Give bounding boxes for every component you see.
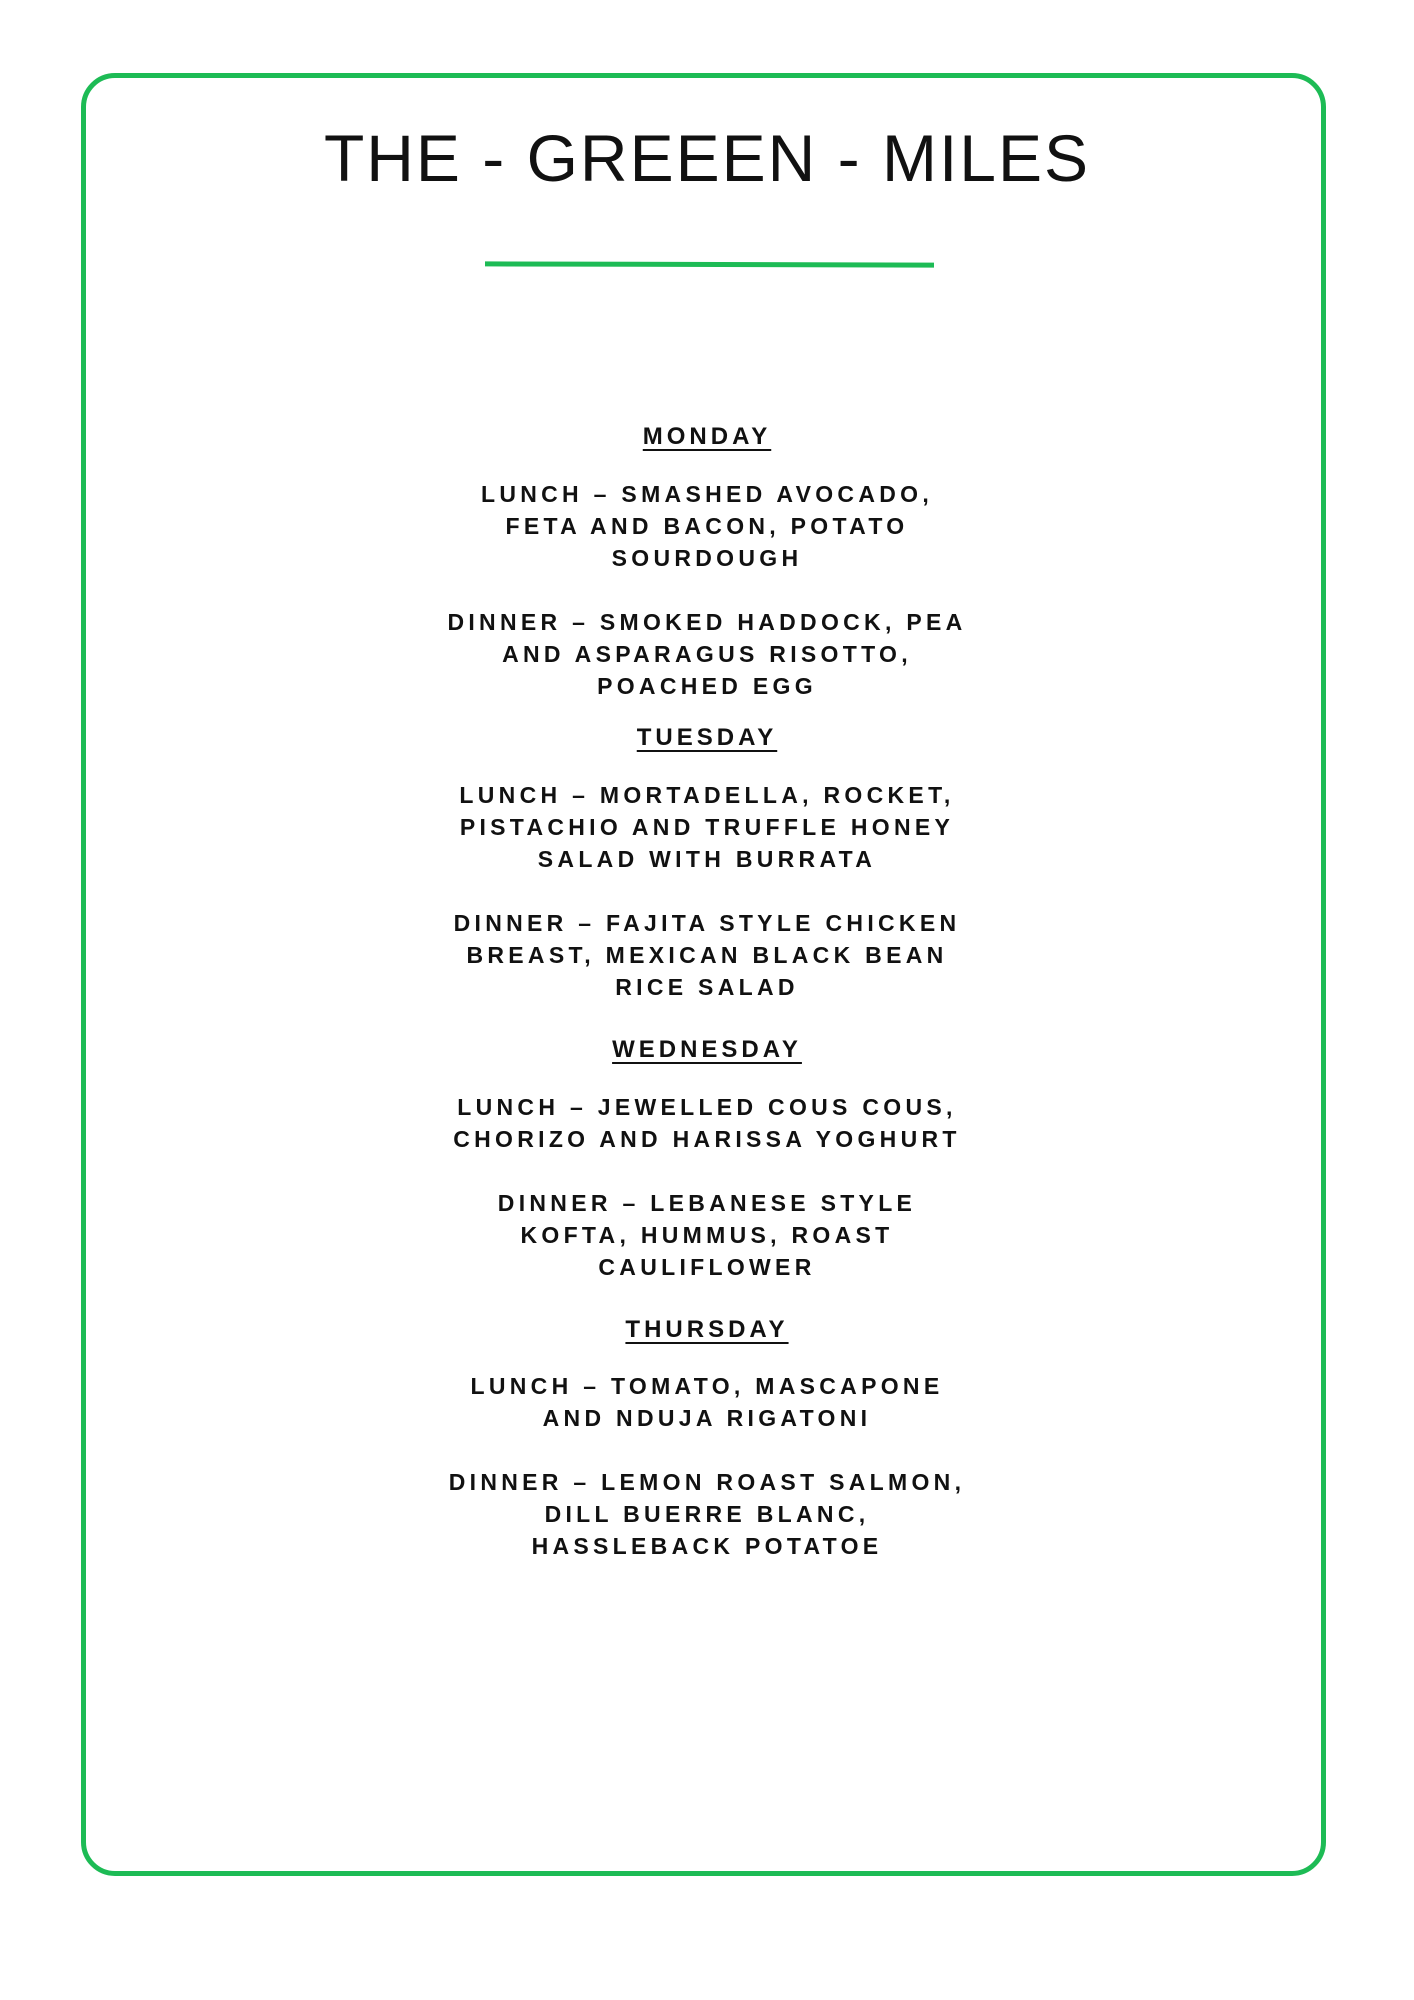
day-heading-monday: MONDAY xyxy=(642,423,772,450)
day-heading-wednesday: WEDNESDAY xyxy=(612,1036,802,1063)
menu-item-wednesday-lunch: LUNCH – JEWELLED COUS COUS, CHORIZO AND HARISSA YOGHURT xyxy=(453,1094,961,1152)
page-title: THE - GREEEN - MILES xyxy=(323,121,1091,195)
menu-item-wednesday-dinner: DINNER – LEBANESE STYLE KOFTA, HUMMUS, ROAST CAULIFLOWER xyxy=(497,1190,917,1280)
menu-item-thursday-lunch: LUNCH – TOMATO, MASCAPONE AND NDUJA RIGATONI xyxy=(470,1373,944,1431)
menu-item-monday-dinner: DINNER – SMOKED HADDOCK, PEA AND ASPARAGUS RISOTTO, POACHED EGG xyxy=(447,609,967,699)
day-heading-thursday: THURSDAY xyxy=(625,1316,789,1343)
menu-item-monday-lunch: LUNCH – SMASHED AVOCADO, FETA AND BACON, POTATO SOURDOUGH xyxy=(480,481,934,571)
menu-item-thursday-dinner: DINNER – LEMON ROAST SALMON, DILL BUERRE BLANC, HASSLEBACK POTATOE xyxy=(448,1469,966,1559)
menu-item-tuesday-dinner: DINNER – FAJITA STYLE CHICKEN BREAST, MEXICAN BLACK BEAN RICE SALAD xyxy=(453,910,961,1000)
menu-item-tuesday-lunch: LUNCH – MORTADELLA, ROCKET, PISTACHIO AND TRUFFLE HONEY SALAD WITH BURRATA xyxy=(459,782,955,872)
day-heading-tuesday: TUESDAY xyxy=(636,724,778,751)
